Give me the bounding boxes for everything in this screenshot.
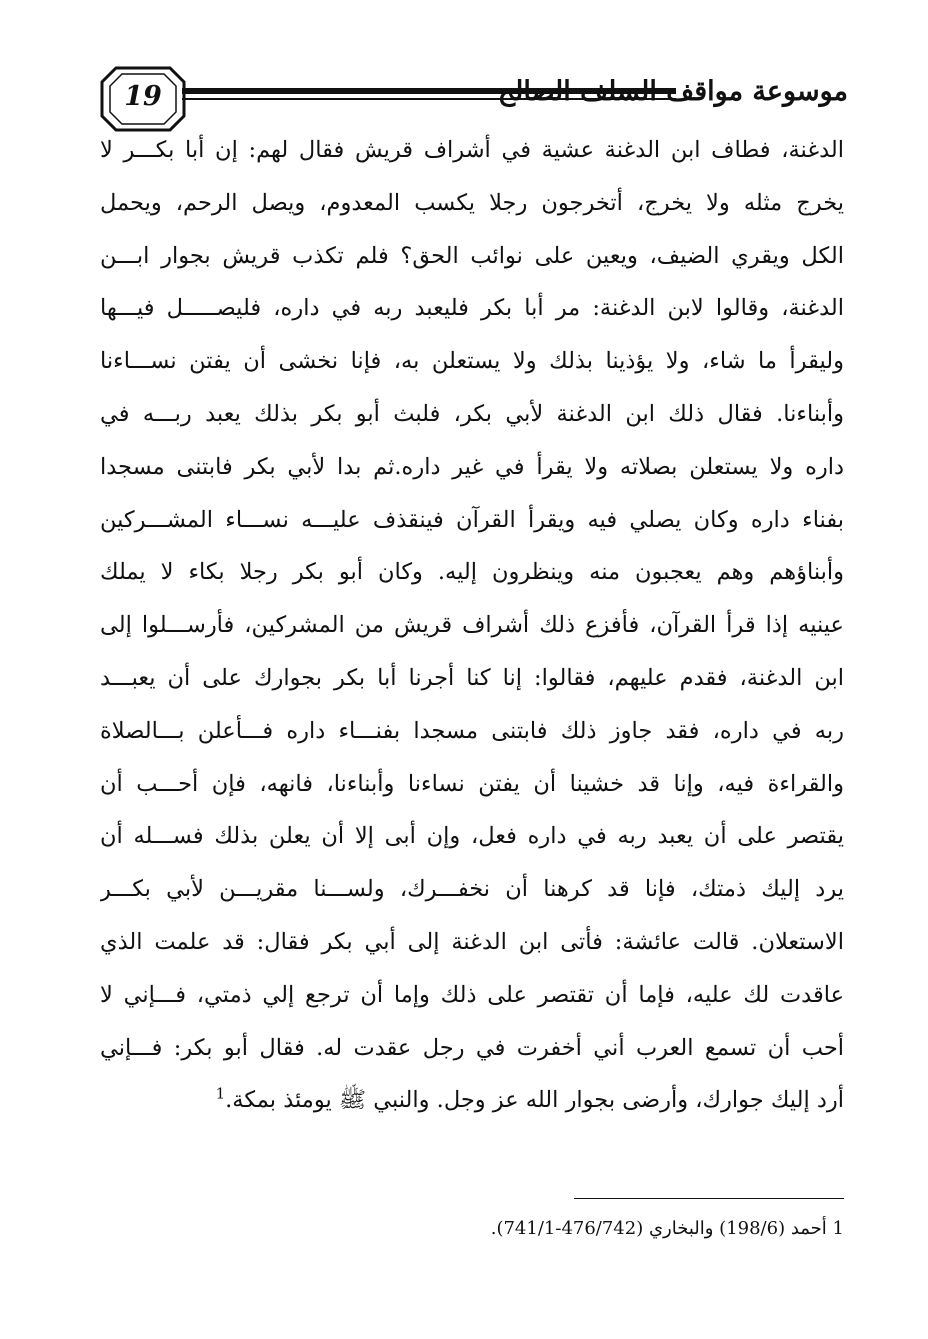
text-line: ابن الدغنة، فقدم عليهم، فقالوا: إنا كنا أجرنا أبا بكر بجوارك على أن يعبـــد: [100, 664, 844, 691]
text-line: الكل ويقري الضيف، ويعين على نوائب الحق؟ فلم تكذب قريش بجوار ابـــن: [100, 242, 844, 269]
text-line: وأبناءنا. فقال ذلك ابن الدغنة لأبي بكر، فلبث أبو بكر بذلك يعبد ربـــه في: [100, 400, 844, 427]
page-number-badge: [100, 66, 186, 132]
text-line: داره ولا يستعلن بصلاته ولا يقرأ في غير داره.ثم بدا لأبي بكر فابتنى مسجدا: [100, 453, 844, 480]
text-line: بفناء داره وكان يصلي فيه ويقرأ القرآن فينقذف عليـــه نســـاء المشـــركين: [100, 506, 844, 533]
last-line-text: أرد إليك جوارك، وأرضى بجوار الله عز وجل. والنبي ﷺ يومئذ بمكة.: [225, 1087, 844, 1114]
footnote-text: أحمد (198/6) والبخاري (476/742-741/1).: [490, 1218, 827, 1239]
page-number: 19: [124, 81, 162, 112]
book-title: موسوعة مواقف السلف الصالح: [497, 76, 848, 107]
text-line: عاقدت لك عليه، فإما أن تقتصر على ذلك وإما أن ترجع إلي ذمتي، فـــإني لا: [100, 981, 844, 1008]
text-line: الاستعلان. قالت عائشة: فأتى ابن الدغنة إلى أبي بكر فقال: قد علمت الذي: [100, 928, 844, 955]
page-header: [100, 66, 848, 132]
footnote: [100, 1214, 844, 1244]
text-line: يرد إليك ذمتك، فإنا قد كرهنا أن نخفـــرك، ولســـنا مقريـــن لأبي بكـــر: [100, 876, 844, 903]
text-line: عينيه إذا قرأ القرآن، فأفزع ذلك أشراف قريش من المشركين، فأرســـلوا إلى: [100, 612, 844, 639]
text-line: يقتصر على أن يعبد ربه في داره فعل، وإن أبى إلا أن يعلن بذلك فســـله أن: [100, 823, 844, 850]
text-line: الدغنة، فطاف ابن الدغنة عشية في أشراف قريش فقال لهم: إن أبا بكـــر لا: [100, 137, 844, 163]
text-line: أحب أن تسمع العرب أني أخفرت في رجل عقدت له. فقال أبو بكر: فـــإني: [100, 1034, 844, 1061]
footnote-divider: [574, 1198, 844, 1199]
text-line: ربه في داره، فقد جاوز ذلك فابتنى مسجدا بفنـــاء داره فـــأعلن بـــالصلاة: [100, 717, 844, 744]
text-line: وليقرأ ما شاء، ولا يؤذينا بذلك ولا يستعلن به، فإنا نخشى أن يفتن نســـاءنا: [100, 348, 844, 375]
text-line-last: [100, 1074, 844, 1127]
footnote-number: 1: [832, 1218, 844, 1239]
text-line: وأبناؤهم وهم يعجبون منه وينظرون إليه. وكان أبو بكر رجلا بكاء لا يملك: [100, 559, 844, 586]
main-text: [100, 124, 844, 1127]
text-line: والقراءة فيه، وإنا قد خشينا أن يفتن نساءنا وأبناءنا، فانهه، فإن أحـــب أن: [100, 770, 844, 797]
footnote-marker: 1: [215, 1084, 226, 1103]
text-line: الدغنة، وقالوا لابن الدغنة: مر أبا بكر فليعبد ربه في داره، فليصـــــل فيـــها: [100, 295, 844, 322]
text-line: يخرج مثله ولا يخرج، أتخرجون رجلا يكسب المعدوم، ويصل الرحم، ويحمل: [100, 189, 844, 216]
